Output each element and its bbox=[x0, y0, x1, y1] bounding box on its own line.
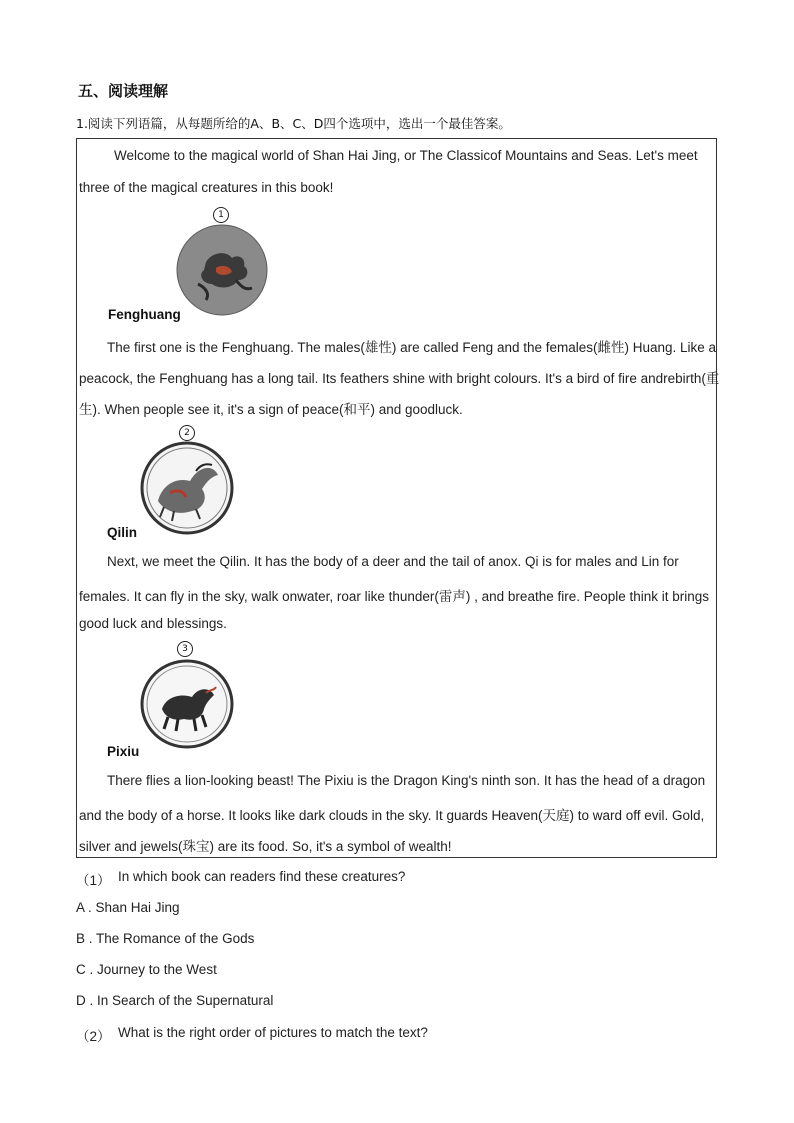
fenghuang-line-3: 生). When people see it, it's a sign of peace(和平) and goodluck. bbox=[79, 402, 463, 417]
question-2-text: What is the right order of pictures to match the text? bbox=[118, 1025, 428, 1040]
picture-marker-3: 3 bbox=[177, 641, 193, 657]
question-1-option-c[interactable]: C . Journey to the West bbox=[76, 962, 217, 977]
question-1-option-d[interactable]: D . In Search of the Supernatural bbox=[76, 993, 274, 1008]
pixiu-picture bbox=[140, 659, 234, 749]
section-title: 五、阅读理解 bbox=[78, 82, 169, 100]
creature-name-qilin: Qilin bbox=[107, 525, 137, 540]
fenghuang-line-1: The first one is the Fenghuang. The males(雄性) are called Feng and the females(雌性) Huang. Like a bbox=[107, 340, 717, 355]
picture-marker-1: 1 bbox=[213, 207, 229, 223]
question-1-text: In which book can readers find these creatures? bbox=[118, 869, 406, 884]
creature-name-fenghuang: Fenghuang bbox=[108, 307, 181, 322]
intro-line-1: Welcome to the magical world of Shan Hai Jing, or The Classicof Mountains and Seas. Let's meet bbox=[114, 148, 698, 163]
fenghuang-picture bbox=[176, 224, 268, 316]
intro-line-2: three of the magical creatures in this book! bbox=[79, 180, 334, 195]
question-1-number: （1） bbox=[76, 873, 111, 888]
pixiu-line-2: and the body of a horse. It looks like dark clouds in the sky. It guards Heaven(天庭) to ward off evil. Gold, bbox=[79, 808, 705, 823]
qilin-picture bbox=[140, 441, 234, 535]
question-1-option-b[interactable]: B . The Romance of the Gods bbox=[76, 931, 255, 946]
qilin-line-1: Next, we meet the Qilin. It has the body of a deer and the tail of anox. Qi is for males and Lin for bbox=[107, 554, 679, 569]
pixiu-line-1: There flies a lion-looking beast! The Pixiu is the Dragon King's ninth son. It has the head of a dragon bbox=[107, 773, 706, 788]
qilin-line-2: females. It can fly in the sky, walk onwater, roar like thunder(雷声) , and breathe fire. People think it brings bbox=[79, 589, 710, 604]
question-1-option-a[interactable]: A . Shan Hai Jing bbox=[76, 900, 180, 915]
instruction-text: 1.阅读下列语篇，从每题所给的A、B、C、D四个选项中，选出一个最佳答案。 bbox=[76, 116, 511, 131]
fenghuang-line-2: peacock, the Fenghuang has a long tail. Its feathers shine with bright colours. It's a bird of fire andrebirth(重 bbox=[79, 371, 720, 386]
picture-marker-2: 2 bbox=[179, 425, 195, 441]
question-2-number: （2） bbox=[76, 1029, 111, 1044]
creature-name-pixiu: Pixiu bbox=[107, 744, 140, 759]
pixiu-line-3: silver and jewels(珠宝) are its food. So, it's a symbol of wealth! bbox=[79, 839, 452, 854]
qilin-line-3: good luck and blessings. bbox=[79, 616, 227, 631]
